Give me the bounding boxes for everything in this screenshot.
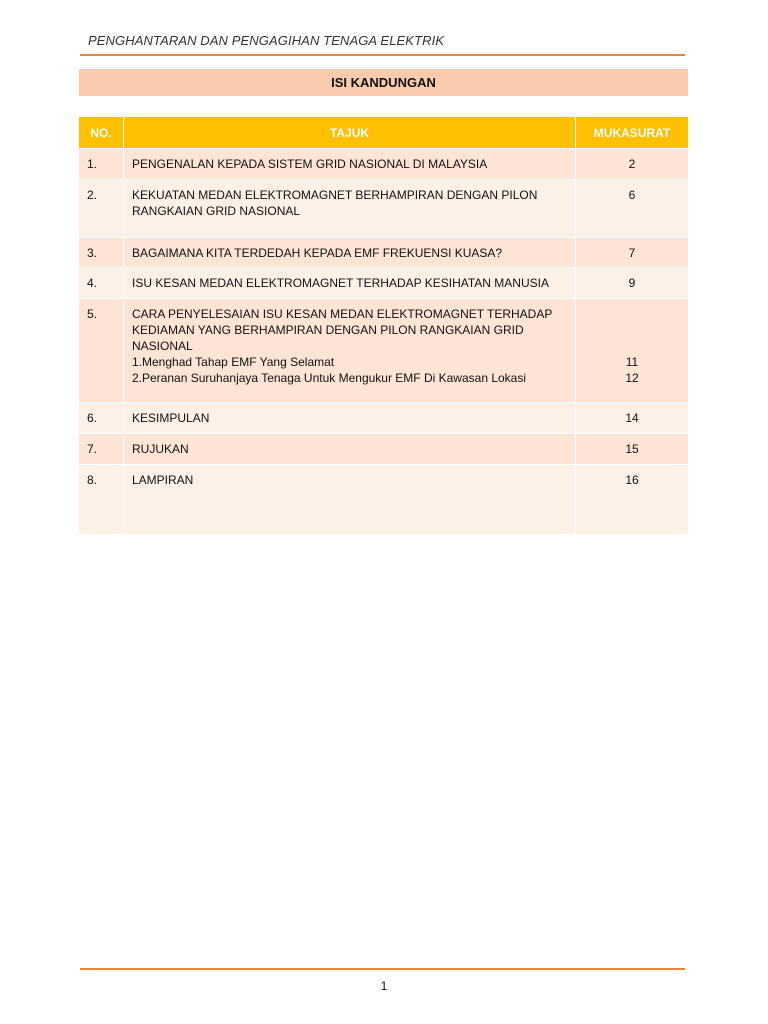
toc-row-number: 3. [79, 237, 124, 267]
footer-divider [80, 968, 685, 970]
toc-row-number: 8. [79, 464, 124, 534]
toc-row [79, 298, 688, 402]
toc-row [79, 433, 688, 464]
toc-row-title: RUJUKAN [124, 433, 576, 464]
toc-row-page-cell [576, 298, 688, 402]
toc-subsection-title: 2.Peranan Suruhanjaya Tenaga Untuk Mengukur EMF Di Kawasan Lokasi [132, 371, 527, 385]
toc-row-number: 4. [79, 267, 124, 298]
toc-row [79, 464, 688, 534]
toc-row-title: KESIMPULAN [124, 402, 576, 433]
toc-row-title: ISU KESAN MEDAN ELEKTROMAGNET TERHADAP KESIHATAN MANUSIA [124, 267, 576, 298]
toc-row-number: 6. [79, 402, 124, 433]
toc-row-page: 9 [576, 267, 688, 298]
toc-row [79, 237, 688, 267]
toc-subsection-title: 1.Menghad Tahap EMF Yang Selamat [132, 355, 335, 369]
toc-row-title: CARA PENYELESAIAN ISU KESAN MEDAN ELEKTROMAGNET TERHADAP KEDIAMAN YANG BERHAMPIRAN DENGAN PILON RANGKAIAN GRID NASIONAL [132, 307, 553, 353]
toc-row-page: 7 [576, 237, 688, 267]
toc-row-title: PENGENALAN KEPADA SISTEM GRID NASIONAL DI MALAYSIA [124, 148, 576, 179]
column-header-title: TAJUK [124, 117, 576, 148]
toc-title: ISI KANDUNGAN [79, 69, 688, 96]
toc-row-page: 2 [576, 148, 688, 179]
toc-row-title: BAGAIMANA KITA TERDEDAH KEPADA EMF FREKUENSI KUASA? [124, 237, 576, 267]
toc-header-row [79, 117, 688, 148]
document-header-title: PENGHANTARAN DAN PENGAGIHAN TENAGA ELEKTRIK [88, 33, 445, 48]
toc-row-page: 15 [576, 433, 688, 464]
page-number: 1 [380, 979, 388, 993]
toc-row [79, 148, 688, 179]
toc-row-number: 2. [79, 179, 124, 237]
toc-row [79, 179, 688, 237]
toc-subsection-page: 11 [625, 355, 639, 369]
header-divider [80, 54, 685, 56]
toc-row-page: 6 [576, 179, 688, 237]
column-header-no: NO. [79, 117, 124, 148]
toc-row-number: 1. [79, 148, 124, 179]
toc-row [79, 402, 688, 433]
toc-table [79, 117, 688, 534]
toc-row-title: LAMPIRAN [124, 464, 576, 534]
toc-row [79, 267, 688, 298]
toc-subsection-page: 12 [625, 371, 639, 385]
toc-row-number: 5. [79, 298, 124, 402]
toc-row-page: 14 [576, 402, 688, 433]
toc-row-number: 7. [79, 433, 124, 464]
toc-row-title-cell [124, 298, 576, 402]
column-header-page: MUKASURAT [576, 117, 688, 148]
toc-row-title: KEKUATAN MEDAN ELEKTROMAGNET BERHAMPIRAN DENGAN PILON RANGKAIAN GRID NASIONAL [124, 179, 576, 237]
toc-row-page: 16 [576, 464, 688, 534]
